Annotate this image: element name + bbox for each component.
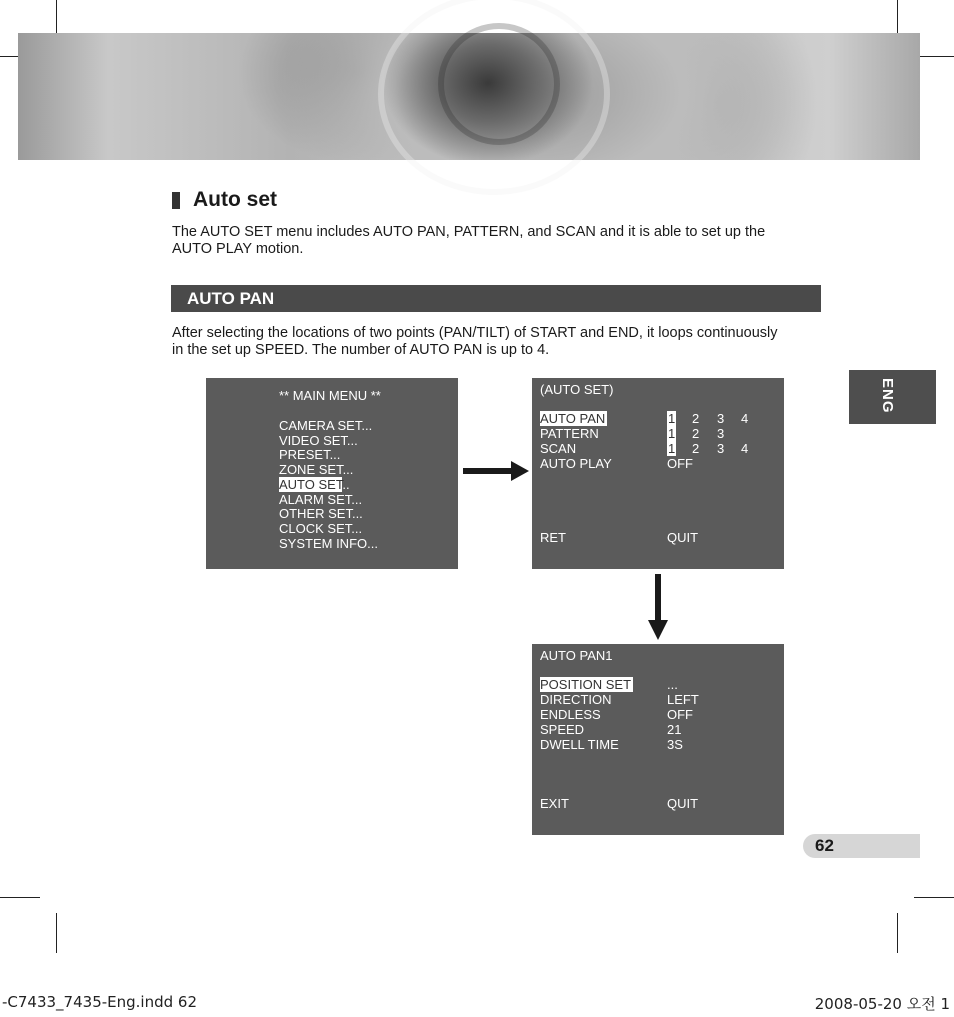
auto-set-value: 3 [717,441,725,456]
auto-set-value: 4 [741,441,749,456]
menu-item-auto-set-suffix: .. [342,477,350,492]
auto-set-value: 3 [717,411,725,426]
auto-pan-row-label: DIRECTION [540,692,612,707]
print-footer-date: 2008-05-20 오전 1 [814,995,950,1013]
footer-exit: EXIT [540,796,569,811]
menu-item-camera-set: CAMERA SET... [279,418,373,433]
menu-item-other-set: OTHER SET... [279,506,363,521]
menu-item-clock-set: CLOCK SET... [279,521,363,536]
auto-pan-row-value: ... [667,677,678,692]
crop-mark [56,913,57,953]
auto-pan-row-value: LEFT [667,692,699,707]
crop-mark [0,897,40,898]
arrow-shaft [655,574,661,622]
arrow-head [511,461,529,481]
intro-text [172,224,765,258]
auto-pan-title: AUTO PAN1 [540,648,613,663]
intro-line: The AUTO SET menu includes AUTO PAN, PATTERN, and SCAN and it is able to set up the [172,224,766,240]
page-number-tab [803,834,920,858]
arrow-shaft [463,468,513,474]
auto-set-value: 2 [692,441,700,456]
selected-number: 1 [668,411,676,426]
auto-set-row-label: SCAN [540,441,577,456]
description-line: After selecting the locations of two points (PAN/TILT) of START and END, it loops continuously [172,325,778,341]
menu-item-zone-set: ZONE SET... [279,462,354,477]
page-title: Auto set [193,188,277,211]
auto-pan-screen [532,644,784,835]
lens-ring [438,23,560,145]
auto-pan-row-label [540,677,633,692]
main-menu-screen [206,378,458,569]
auto-set-screen [532,378,784,569]
arrow-right-icon [463,460,529,482]
intro-line: AUTO PLAY motion. [172,241,304,257]
auto-pan-row-value: 21 [667,722,682,737]
description-line: in the set up SPEED. The number of AUTO PAN is up to 4. [172,342,550,358]
menu-item-auto-set [279,477,350,492]
page-number: 62 [815,836,834,855]
auto-pan-row-value: 3S [667,737,683,752]
auto-pan-highlight: AUTO PAN [540,411,606,426]
print-footer-file: -C7433_7435-Eng.indd 62 [2,993,197,1011]
auto-set-value: 2 [692,411,700,426]
auto-pan-row-label: ENDLESS [540,707,601,722]
selected-number: 1 [668,441,676,456]
auto-set-value: 2 [692,426,700,441]
section-title: AUTO PAN [187,289,275,308]
auto-set-row-label: AUTO PLAY [540,456,612,471]
auto-set-row-label: PATTERN [540,426,599,441]
auto-pan-row-label: DWELL TIME [540,737,619,752]
section-header [171,285,821,312]
section-description [172,325,778,359]
menu-item-system-info: SYSTEM INFO... [279,536,378,551]
menu-item-auto-set-highlight: AUTO SET [279,477,343,492]
auto-set-value: 3 [717,426,725,441]
footer-quit: QUIT [667,530,699,545]
main-menu-title: ** MAIN MENU ** [279,388,381,403]
selected-number: 1 [668,426,676,441]
auto-set-value [667,426,676,441]
language-tab-label: ENG [879,378,896,414]
menu-item-preset: PRESET... [279,447,341,462]
menu-item-video-set: VIDEO SET... [279,433,358,448]
crop-mark [914,56,954,57]
heading-marker [172,192,180,209]
crop-mark [897,913,898,953]
footer-ret: RET [540,530,566,545]
crop-mark [914,897,954,898]
auto-set-value: 4 [741,411,749,426]
auto-set-value [667,441,676,456]
menu-item-alarm-set: ALARM SET... [279,492,363,507]
footer-quit: QUIT [667,796,699,811]
auto-set-title: (AUTO SET) [540,382,614,397]
header-banner-image [18,33,920,160]
position-set-highlight: POSITION SET [540,677,632,692]
auto-pan-row-label: SPEED [540,722,585,737]
auto-pan-row-value: OFF [667,707,693,722]
language-tab [849,370,936,424]
auto-set-row-label [540,411,607,426]
arrow-down-icon [647,574,669,640]
auto-play-value: OFF [667,456,693,471]
arrow-head [648,620,668,640]
auto-set-value [667,411,676,426]
